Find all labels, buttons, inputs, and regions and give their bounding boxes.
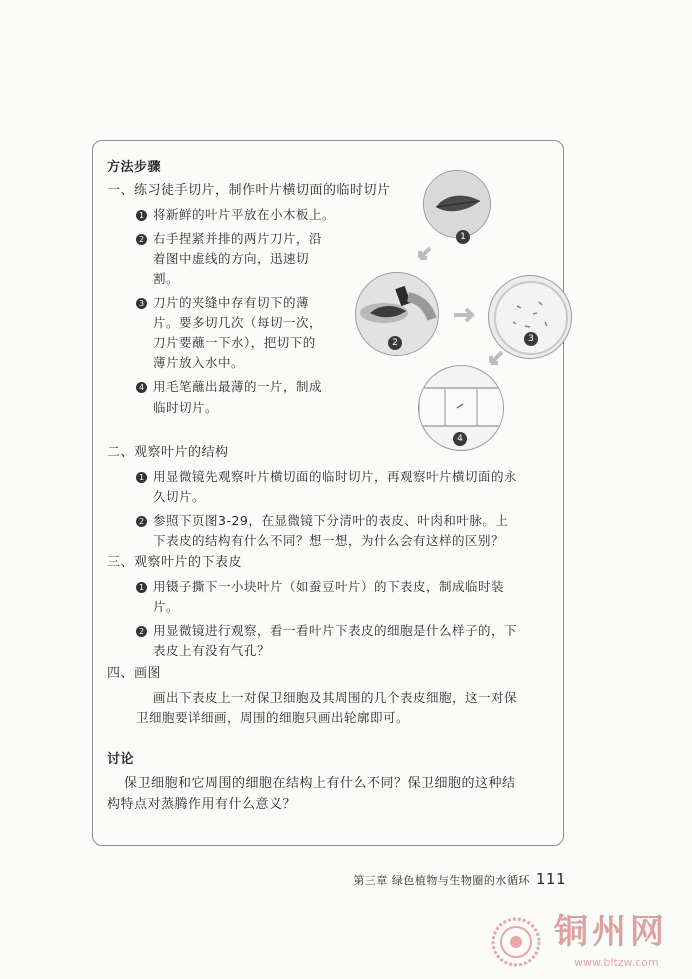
arrow-down-left-icon [484, 350, 506, 372]
section-4-heading: 四、画图 [107, 666, 162, 681]
s1-item-2 [136, 231, 322, 247]
figure-label-1: 1 [456, 230, 470, 244]
arrow-right-icon [452, 306, 478, 324]
s1-item-4-line-2: 临时切片。 [153, 400, 219, 415]
s3-item-2-line-1: 用显微镜进行观察，看一看叶片下表皮的细胞是什么样子的，下 [153, 623, 518, 638]
s4-line-1: 画出下表皮上一对保卫细胞及其周围的几个表皮细胞，这一对保 [153, 690, 518, 705]
arrow-down-left-icon [414, 246, 434, 266]
s1-item-3-line-2: 片。要多切几次（每切一次， [153, 315, 323, 330]
page-footer [353, 870, 566, 888]
s3-item-2 [136, 623, 517, 639]
step3-photo-dish [488, 275, 572, 359]
s1-item-2-line-3: 割。 [153, 271, 180, 286]
petri-dish-icon [489, 276, 572, 359]
page-number: 111 [535, 870, 566, 888]
s4-line-2: 卫细胞要详细画，周围的细胞只画出轮廓即可。 [136, 710, 410, 725]
section-3-heading: 三、观察叶片的下表皮 [107, 555, 243, 570]
s2-item-2-line-1: 参照下页图3-29，在显微镜下分清叶的表皮、叶肉和叶脉。上 [153, 513, 509, 528]
s1-item-4 [136, 379, 322, 395]
s3-item-1-line-2: 片。 [153, 599, 180, 614]
watermark-seal-icon [490, 916, 542, 968]
s1-item-3-line-1: 刀片的夹缝中存有切下的薄 [153, 295, 310, 310]
discussion-title: 讨论 [107, 752, 135, 767]
method-title: 方法步骤 [107, 160, 162, 175]
s1-item-4-line-1: 用毛笔蘸出最薄的一片，制成 [153, 379, 323, 394]
step-number-badge: 2 [136, 516, 147, 527]
step-number-badge: 1 [136, 472, 147, 483]
leaf-icon [424, 171, 491, 238]
watermark-name: 铜州网 [554, 912, 668, 952]
s3-item-1-line-1: 用镊子撕下一小块叶片（如蚕豆叶片）的下表皮，制成临时装 [153, 579, 505, 594]
s1-item-3 [136, 295, 309, 311]
discussion-line-2: 构特点对蒸腾作用有什么意义？ [107, 797, 297, 812]
s2-item-1 [136, 469, 517, 485]
section-1-heading: 一、练习徒手切片，制作叶片横切面的临时切片 [107, 183, 391, 198]
s1-item-3-line-3: 刀片要蘸一下水），把切下的 [153, 335, 316, 350]
step-number-badge: 3 [136, 298, 147, 309]
s1-item-2-line-1: 右手捏紧并排的两片刀片，沿 [153, 231, 323, 246]
s2-item-1-line-2: 久切片。 [153, 489, 206, 504]
s1-item-3-line-4: 薄片放入水中。 [153, 355, 245, 370]
s3-item-2-line-2: 表皮上有没有气孔？ [153, 643, 271, 658]
s2-item-2-line-2: 下表皮的结构有什么不同？想一想，为什么会有这样的区别？ [153, 533, 505, 548]
s1-item-1 [136, 207, 335, 223]
s1-item-2-line-2: 着图中虚线的方向，迅速切 [153, 251, 310, 266]
step-number-badge: 2 [136, 626, 147, 637]
figure-label-2: 2 [388, 336, 402, 350]
figure-label-3: 3 [524, 332, 538, 346]
watermark-url: www.bltzw.com [574, 956, 659, 969]
s1-item-1-line-1: 将新鲜的叶片平放在小木板上。 [153, 207, 336, 222]
watermark [490, 912, 680, 972]
step-number-badge: 1 [136, 582, 147, 593]
s2-item-1-line-1: 用显微镜先观察叶片横切面的临时切片，再观察叶片横切面的永 [153, 469, 518, 484]
chapter-title: 第三章 绿色植物与生物圈的水循环 [353, 874, 530, 887]
step-number-badge: 2 [136, 234, 147, 245]
figure-label-4: 4 [453, 432, 467, 446]
s2-item-2 [136, 513, 508, 529]
step1-photo-leaf-on-board [423, 170, 491, 238]
step-number-badge: 1 [136, 210, 147, 221]
s3-item-1 [136, 579, 504, 595]
step-number-badge: 4 [136, 382, 147, 393]
section-2-heading: 二、观察叶片的结构 [107, 445, 229, 460]
discussion-line-1: 保卫细胞和它周围的细胞在结构上有什么不同？保卫细胞的这种结 [124, 776, 516, 791]
